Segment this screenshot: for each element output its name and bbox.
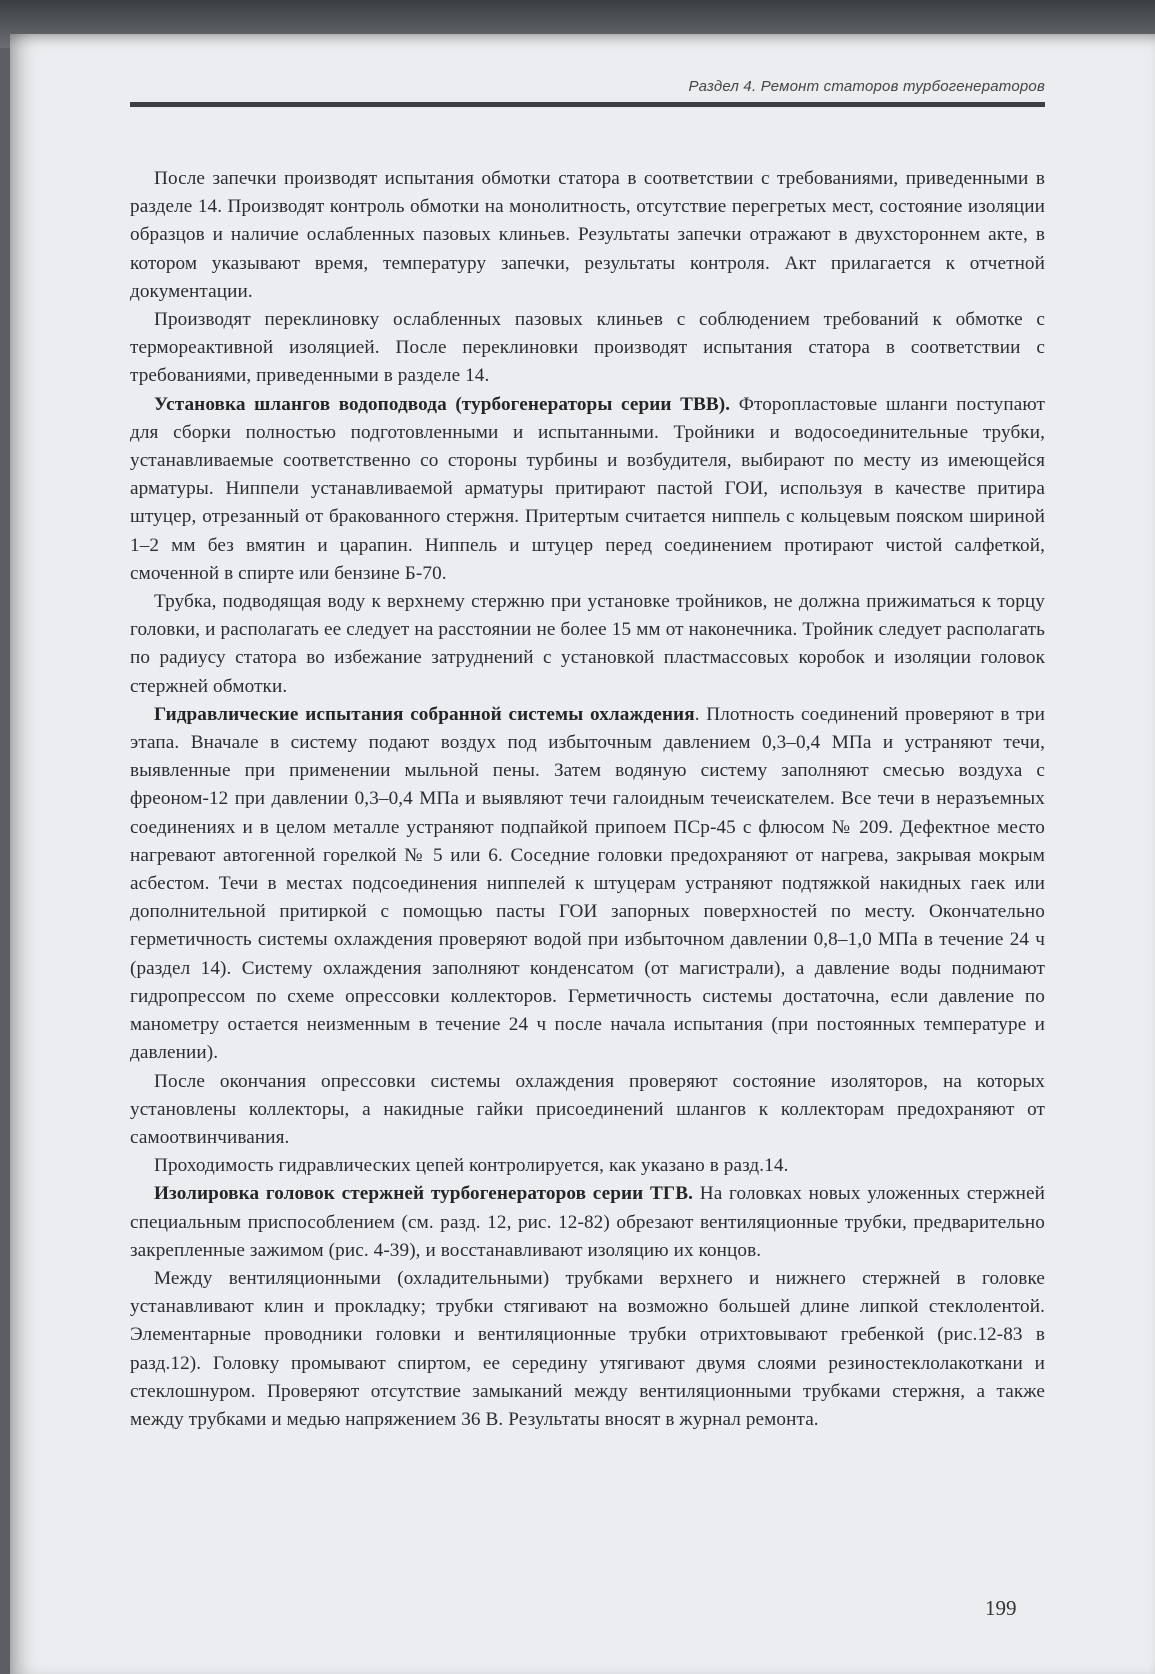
header-title: Раздел 4. Ремонт статоров турбогенераторов <box>688 78 1045 95</box>
paragraph <box>130 588 1045 701</box>
header-rule <box>130 102 1045 107</box>
paragraph-text: После окончания опрессовки системы охлаждения проверяют состояние изоляторов, на которых установлены коллекторы, а накидные гайки присоединений шлангов к коллекторам предохраняют от самоотвинчивания. <box>130 1070 1045 1148</box>
paragraph-text: Проходимость гидравлических цепей контролируется, как указано в разд.14. <box>154 1155 789 1177</box>
paragraph-text: Трубка, подводящая воду к верхнему стержню при установке тройников, не должна прижиматься к торцу головки, и располагать ее следует на расстоянии не более 15 мм от наконечника. Тройник следует располагать по радиусу статора во избежание затруднений с установкой пластмассовых коробок и изоляции головок стержней обмотки. <box>130 591 1045 697</box>
page-number: 199 <box>985 1596 1017 1620</box>
paragraph-text: После запечки производят испытания обмотки статора в соответствии с требованиями, приведенными в разделе 14. Производят контроль обмотки на монолитность, отсутствие перегретых мест, состояние изоляции образцов и наличие ослабленных пазовых клиньев. Результаты запечки отражают в двухстороннем акте, в котором указывают время, температуру запечки, результаты контроля. Акт прилагается к отчетной документации. <box>130 168 1045 302</box>
page-body <box>130 165 1045 1434</box>
paragraph-heading: Гидравлические испытания собранной системы охлаждения <box>154 703 695 725</box>
paragraph <box>130 165 1045 306</box>
paragraph <box>130 1180 1045 1265</box>
paragraph-text: Между вентиляционными (охладительными) трубками верхнего и нижнего стержней в головке устанавливают клин и прокладку; трубки стягивают на возможно большей длине липкой стеклолентой. Элементарные проводники головки и вентиляционные трубки отрихтовывают гребенкой (рис.12-83 в разд.12). Головку промывают спиртом, ее середину утягивают двумя слоями резиностеклолакоткани и стеклошнуром. Проверяют отсутствие замыканий между вентиляционными трубками стержня, а также между трубками и медью напряжением 36 В. Результаты вносят в журнал ремонта. <box>130 1267 1045 1430</box>
paragraph-text: . Плотность соединений проверяют в три этапа. Вначале в систему подают воздух под избыточным давлением 0,3–0,4 МПа и устраняют течи, выявленные при применении мыльной пены. Затем водяную систему заполняют смесью воздуха с фреоном-12 при давлении 0,3–0,4 МПа и выявляют течи галоидным течеискателем. Все течи в неразъемных соединениях и в целом металле устраняют подпайкой припоем ПСр-45 с флюсом № 209. Дефектное место нагревают автогенной горелкой № 5 или 6. Соседние головки предохраняют от нагрева, закрывая мокрым асбестом. Течи в местах подсоединения ниппелей к штуцерам устраняют подтяжкой накидных гаек или дополнительной притиркой с помощью пасты ГОИ запорных поверхностей по месту. Окончательно герметичность системы охлаждения проверяют водой при избыточном давлении 0,8–1,0 МПа в течение 24 ч (раздел 14). Систему охлаждения заполняют конденсатом (от магистрали), а давление воды поднимают гидропрессом по схеме опрессовки коллекторов. Герметичность системы достаточна, если давление по манометру остается неизменным в течение 24 ч после начала испытания (при постоянных температуре и давлении). <box>130 703 1045 1064</box>
paragraph <box>130 1068 1045 1153</box>
running-header <box>130 78 1045 108</box>
paragraph <box>130 306 1045 391</box>
paragraph-text: Производят переклиновку ослабленных пазовых клиньев с соблюдением требований к обмотке с термореактивной изоляцией. После переклиновки производят испытания статора в соответствии с требованиями, приведенными в разделе 14. <box>130 309 1045 387</box>
paragraph <box>130 1152 1045 1180</box>
paragraph-text: Фторопластовые шланги поступают для сборки полностью подготовленными и испытанными. Тройники и водосоединительные трубки, устанавливаемые соответственно со стороны турбины и возбудителя, выбирают по месту из имеющейся арматуры. Ниппели устанавливаемой арматуры притирают пастой ГОИ, используя в качестве притира штуцер, отрезанный от бракованного стержня. Притертым считается ниппель с кольцевым пояском шириной 1–2 мм без вмятин и царапин. Ниппель и штуцер перед соединением протирают чистой салфеткой, смоченной в спирте или бензине Б-70. <box>130 393 1045 584</box>
paragraph-heading: Установка шлангов водоподвода (турбогенераторы серии ТВВ). <box>154 393 731 415</box>
paragraph <box>130 701 1045 1068</box>
paragraph-heading: Изолировка головок стержней турбогенераторов серии ТГВ. <box>154 1183 694 1205</box>
paragraph <box>130 1265 1045 1434</box>
paragraph-text: На головках новых уложенных стержней специальным приспособлением (см. разд. 12, рис. 12-82) обрезают вентиляционные трубки, предварительно закрепленные зажимом (рис. 4-39), и восстанавливают изоляцию их концов. <box>130 1183 1045 1261</box>
paragraph <box>130 391 1045 588</box>
